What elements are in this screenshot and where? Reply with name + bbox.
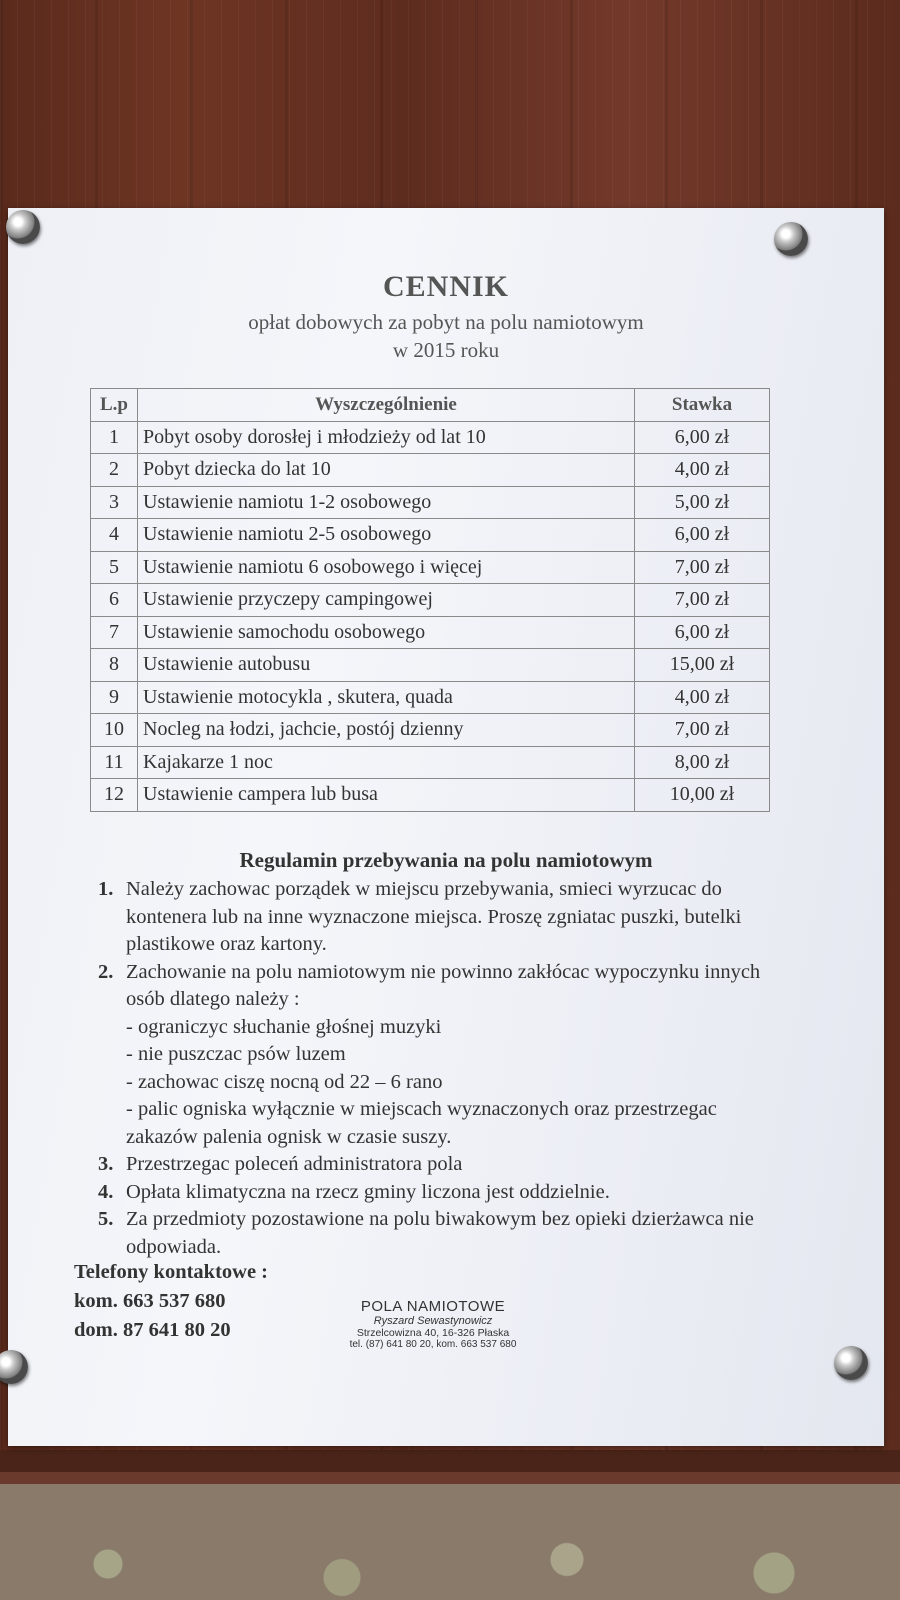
row-description: Pobyt osoby dorosłej i młodzieży od lat 10 xyxy=(138,421,635,454)
table-row xyxy=(91,649,770,682)
table-row xyxy=(91,551,770,584)
rule-number: 3. xyxy=(98,1153,114,1175)
price-table xyxy=(90,388,770,812)
pushpin-icon xyxy=(834,1346,868,1380)
row-number: 8 xyxy=(91,649,138,682)
row-description: Ustawienie campera lub busa xyxy=(138,779,635,812)
row-description: Ustawienie namiotu 6 osobowego i więcej xyxy=(138,551,635,584)
contact-label: Telefony kontaktowe : xyxy=(74,1261,268,1283)
row-number: 4 xyxy=(91,519,138,552)
row-number: 12 xyxy=(91,779,138,812)
row-number: 11 xyxy=(91,746,138,779)
rule-item xyxy=(98,1151,778,1179)
row-price: 7,00 zł xyxy=(635,714,770,747)
contact-phones xyxy=(74,1258,268,1345)
rule-number: 5. xyxy=(98,1208,114,1230)
row-price: 4,00 zł xyxy=(635,681,770,714)
row-price: 6,00 zł xyxy=(635,616,770,649)
rule-text: Należy zachowac porządek w miejscu przebywania, smieci wyrzucac do kontenera lub na inne wyznaczone miejsca. Proszę zgniatac puszki, butelki plastikowe oraz kartony. xyxy=(126,878,742,955)
table-row xyxy=(91,746,770,779)
table-row xyxy=(91,681,770,714)
row-price: 4,00 zł xyxy=(635,454,770,487)
rule-text: Przestrzegac poleceń administratora pola xyxy=(126,1153,463,1175)
pushpin-icon xyxy=(6,210,40,244)
stamp-phones: tel. (87) 641 80 20, kom. 663 537 680 xyxy=(349,1339,517,1350)
rule-number: 1. xyxy=(98,878,114,900)
row-number: 3 xyxy=(91,486,138,519)
row-description: Ustawienie autobusu xyxy=(138,649,635,682)
pushpin-icon xyxy=(0,1350,28,1384)
row-number: 2 xyxy=(91,454,138,487)
rule-text: Za przedmioty pozostawione na polu biwakowym bez opieki dzierżawca nie odpowiada. xyxy=(126,1208,754,1258)
row-price: 6,00 zł xyxy=(635,421,770,454)
notice-subtitle: opłat dobowych za pobyt na polu namiotowym xyxy=(248,310,644,334)
column-header-description: Wyszczególnienie xyxy=(138,389,635,422)
row-description: Nocleg na łodzi, jachcie, postój dzienny xyxy=(138,714,635,747)
rule-number: 4. xyxy=(98,1180,114,1203)
rule-text: Zachowanie na polu namiotowym nie powinno zakłócac wypoczynku innych osób dlatego należy : xyxy=(126,960,761,1010)
column-header-rate: Stawka xyxy=(635,389,770,422)
notice-year: w 2015 roku xyxy=(392,338,500,362)
row-description: Pobyt dziecka do lat 10 xyxy=(138,454,635,487)
pushpin-icon xyxy=(774,222,808,256)
notice-title: CENNIK xyxy=(382,270,509,303)
home-phone: dom. 87 641 80 20 xyxy=(74,1319,231,1341)
rule-subitem: - nie puszczac psów luzem xyxy=(126,1043,346,1065)
table-row xyxy=(91,519,770,552)
table-header-row xyxy=(91,389,770,422)
lichen-patches xyxy=(0,1510,900,1600)
row-price: 6,00 zł xyxy=(635,519,770,552)
rule-subitem: - ograniczyc słuchanie głośnej muzyki xyxy=(126,1015,442,1038)
rule-subitem: - palic ogniska wyłącznie w miejscach wyznaczonych oraz przestrzegac zakazów palenia ognisk w czasie suszy. xyxy=(126,1098,717,1148)
rules-list xyxy=(98,876,778,1261)
stamp-address: Strzelcowizna 40, 16-326 Płaska xyxy=(356,1327,510,1339)
row-price: 15,00 zł xyxy=(635,649,770,682)
stamp-owner: Ryszard Sewastynowicz xyxy=(373,1315,493,1327)
rule-item xyxy=(98,959,778,1152)
row-number: 9 xyxy=(91,681,138,714)
rule-item xyxy=(98,1179,778,1207)
business-stamp xyxy=(308,1298,558,1350)
row-price: 7,00 zł xyxy=(635,551,770,584)
row-number: 6 xyxy=(91,584,138,617)
row-price: 5,00 zł xyxy=(635,486,770,519)
table-row xyxy=(91,616,770,649)
stamp-name: POLA NAMIOTOWE xyxy=(360,1298,506,1315)
row-number: 1 xyxy=(91,421,138,454)
row-number: 10 xyxy=(91,714,138,747)
row-description: Ustawienie samochodu osobowego xyxy=(138,616,635,649)
rule-subitem: - zachowac ciszę nocną od 22 – 6 rano xyxy=(126,1070,443,1093)
column-header-lp: L.p xyxy=(91,389,138,422)
row-description: Ustawienie przyczepy campingowej xyxy=(138,584,635,617)
row-number: 7 xyxy=(91,616,138,649)
row-description: Ustawienie motocykla , skutera, quada xyxy=(138,681,635,714)
row-price: 8,00 zł xyxy=(635,746,770,779)
row-description: Ustawienie namiotu 2-5 osobowego xyxy=(138,519,635,552)
row-price: 7,00 zł xyxy=(635,584,770,617)
wooden-board-bottom xyxy=(0,1450,900,1600)
table-row xyxy=(91,454,770,487)
table-row xyxy=(91,421,770,454)
row-number: 5 xyxy=(91,551,138,584)
rule-number: 2. xyxy=(98,960,114,983)
row-description: Kajakarze 1 noc xyxy=(138,746,635,779)
rule-item xyxy=(98,876,778,959)
table-row xyxy=(91,584,770,617)
price-list-notice xyxy=(8,208,884,1446)
table-row xyxy=(91,779,770,812)
table-row xyxy=(91,714,770,747)
row-description: Ustawienie namiotu 1-2 osobowego xyxy=(138,486,635,519)
row-price: 10,00 zł xyxy=(635,779,770,812)
mobile-phone: kom. 663 537 680 xyxy=(74,1290,226,1312)
rules-title: Regulamin przebywania na polu namiotowym xyxy=(239,848,653,872)
rule-text: Opłata klimatyczna na rzecz gminy liczona jest oddzielnie. xyxy=(126,1180,610,1203)
table-row xyxy=(91,486,770,519)
rule-item xyxy=(98,1206,778,1261)
